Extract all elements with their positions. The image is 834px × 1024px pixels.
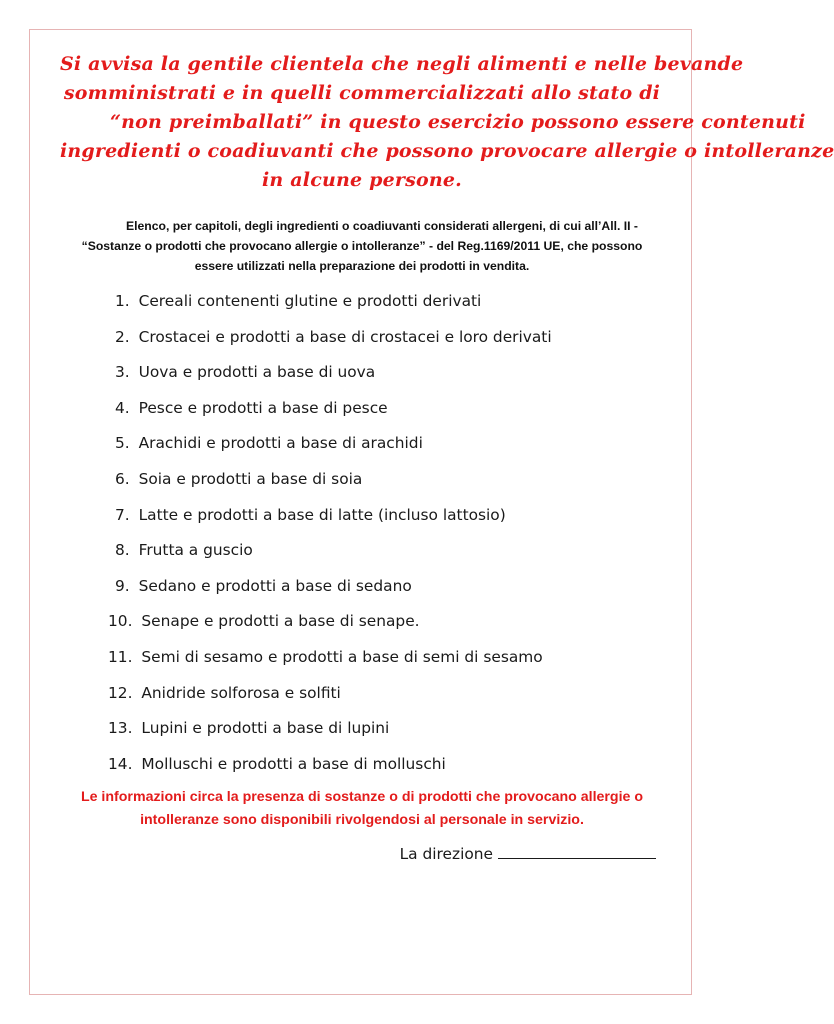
item-number: 10. bbox=[108, 612, 133, 631]
staff-info-note bbox=[50, 786, 674, 832]
item-number: 7. bbox=[115, 505, 130, 524]
list-item bbox=[108, 430, 552, 466]
intro-line: somministrati e in quelli commercializzati allo stato di bbox=[63, 82, 661, 104]
signature-block bbox=[400, 842, 656, 863]
footer-line: Le informazioni circa la presenza di sostanze o di prodotti che provocano allergie o bbox=[80, 789, 644, 805]
allergen-notice-intro bbox=[60, 50, 834, 195]
list-item bbox=[108, 573, 552, 609]
list-item bbox=[108, 715, 552, 751]
regulation-subheading bbox=[60, 216, 664, 276]
intro-line: ingredienti o coadiuvanti che possono provocare allergie o intolleranze bbox=[60, 140, 834, 162]
allergen-list bbox=[108, 288, 552, 786]
footer-line: intolleranze sono disponibili rivolgendosi al personale in servizio. bbox=[140, 812, 584, 828]
subheading-line: “Sostanze o prodotti che provocano allergie o intolleranze” - del Reg.1169/2011 UE, che possono bbox=[81, 239, 643, 253]
item-text: Arachidi e prodotti a base di arachidi bbox=[138, 434, 423, 453]
item-number: 5. bbox=[115, 434, 130, 453]
subheading-line: Elenco, per capitoli, degli ingredienti o coadiuvanti considerati allergeni, di cui all’All. II - bbox=[126, 219, 638, 233]
item-number: 13. bbox=[108, 719, 133, 738]
item-text: Lupini e prodotti a base di lupini bbox=[141, 719, 390, 738]
list-item bbox=[108, 680, 552, 716]
intro-line: Si avvisa la gentile clientela che negli alimenti e nelle bevande bbox=[60, 53, 744, 75]
signature-line bbox=[498, 842, 656, 859]
signature-label: La direzione bbox=[399, 845, 493, 863]
item-text: Cereali contenenti glutine e prodotti derivati bbox=[138, 292, 482, 310]
item-number: 8. bbox=[115, 541, 130, 560]
item-text: Semi di sesamo e prodotti a base di semi di sesamo bbox=[141, 647, 543, 666]
list-item bbox=[108, 359, 552, 395]
subheading-line: essere utilizzati nella preparazione dei prodotti in vendita. bbox=[194, 259, 530, 273]
item-number: 11. bbox=[108, 647, 133, 666]
item-text: Crostacei e prodotti a base di crostacei e loro derivati bbox=[138, 327, 552, 346]
item-number: 4. bbox=[115, 398, 130, 417]
item-text: Latte e prodotti a base di latte (incluso lattosio) bbox=[138, 505, 506, 524]
item-text: Anidride solforosa e solfiti bbox=[141, 683, 341, 702]
item-text: Sedano e prodotti a base di sedano bbox=[138, 576, 412, 595]
item-number: 9. bbox=[115, 576, 130, 595]
intro-line: “non preimballati” in questo esercizio possono essere contenuti bbox=[110, 111, 806, 133]
item-number: 12. bbox=[108, 683, 133, 702]
item-number: 2. bbox=[115, 327, 130, 346]
intro-line: in alcune persone. bbox=[262, 169, 462, 191]
list-item bbox=[108, 644, 552, 680]
list-item bbox=[108, 537, 552, 573]
item-text: Senape e prodotti a base di senape. bbox=[141, 612, 420, 631]
item-text: Pesce e prodotti a base di pesce bbox=[138, 398, 388, 417]
list-item bbox=[108, 502, 552, 538]
item-number: 14. bbox=[108, 754, 133, 773]
list-item bbox=[108, 324, 552, 360]
list-item bbox=[108, 395, 552, 431]
item-text: Soia e prodotti a base di soia bbox=[138, 469, 363, 488]
item-text: Molluschi e prodotti a base di molluschi bbox=[141, 754, 446, 773]
item-number: 6. bbox=[115, 469, 130, 488]
list-item bbox=[108, 288, 552, 324]
item-number: 3. bbox=[115, 363, 130, 382]
item-text: Uova e prodotti a base di uova bbox=[138, 363, 376, 382]
list-item bbox=[108, 466, 552, 502]
item-text: Frutta a guscio bbox=[138, 541, 253, 560]
list-item bbox=[108, 608, 552, 644]
list-item bbox=[108, 751, 552, 787]
item-number: 1. bbox=[115, 292, 130, 310]
